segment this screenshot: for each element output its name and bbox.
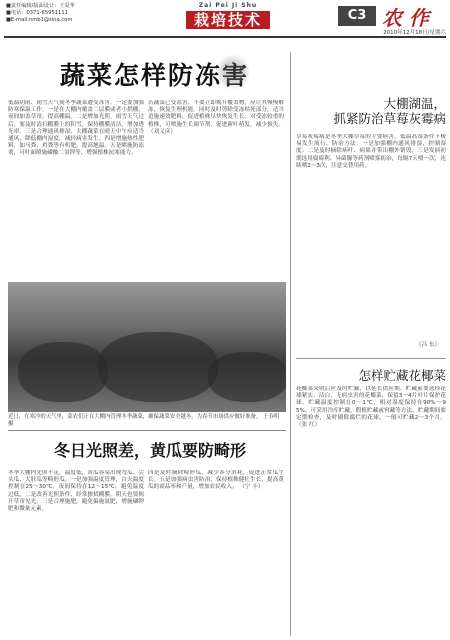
header-info-line: ■责任编辑/版面设计：王爱华 bbox=[6, 3, 75, 9]
cauliflower-article-body bbox=[296, 386, 446, 636]
strawberry-article-body: 草莓灰霉病是冬季大棚草莓的主要病害，低温高湿条件下极易发生流行。防治方法：一是加强棚内通风排湿，控制湿度；二是及时摘除病叶、病果并带出棚外销毁；三是发病初期选用腐霉利、异菌脲等药剂喷雾防治，每隔7天喷一次，连续喷2～3次，注意交替用药。 bbox=[296, 134, 446, 169]
section-banner bbox=[186, 2, 270, 30]
section-divider bbox=[8, 430, 286, 431]
strawberry-article-byline: （吕 东） bbox=[416, 342, 441, 348]
cucumber-article-column-2 bbox=[148, 470, 284, 636]
cucumber-article-byline: （宁 丰） bbox=[239, 484, 264, 491]
header-rule bbox=[4, 36, 446, 38]
title-ink-decoration bbox=[215, 54, 251, 90]
column-divider bbox=[290, 52, 291, 636]
cucumber-article-title: 冬日光照差，黄瓜要防畸形 bbox=[53, 441, 246, 460]
strawberry-title-line-1: 大棚湖温， bbox=[383, 96, 446, 111]
issue-date: 2010年12月18日/星期六 bbox=[383, 30, 446, 36]
cauliflower-article-byline: （张 红） bbox=[296, 422, 321, 429]
page-code: C3 bbox=[338, 6, 376, 26]
header-info-line: ■E-mail:nmb1@sina.com bbox=[6, 17, 73, 23]
header-info bbox=[6, 3, 116, 24]
main-article-column-2 bbox=[148, 100, 284, 280]
photo-caption bbox=[8, 414, 286, 428]
greenhouse-photo bbox=[8, 282, 286, 412]
cucumber-article-column-1: 冬季大棚内光照不足，温度低，黄瓜容易出现弯瓜、尖头瓜、大肚瓜等畸形瓜。一是加强温度管理，白天温度控制在25～30℃，夜间保持在12～15℃，避免温度过低。二是改善光照条件，经常擦拭棚膜，阴天也要揭开草帘见光。三是合理施肥，避免偏施氮肥，增施磷钾肥和微量元素。 bbox=[8, 470, 144, 513]
banner-name: 栽培技术 bbox=[186, 11, 270, 29]
main-article-column-1: 低温阴雨、雨雪天气使冬季蔬菜遭受冻害，一定要加强防寒保温工作。一是在大棚内覆盖二层膜或者小拱棚，夜间加盖草帘，提高棚温。二是增加光照，雨雪天气过后，要及时清扫棚膜上的积雪，保持棚膜清洁，增加透光率。三是合理通风排湿，大棚蔬菜在晴天中午应适当通风，降低棚内湿度，减轻病害发生。四是增施热性肥料，如马粪、鸡粪等有机肥，提高地温。五是喷施防冻剂，可叶面喷施磷酸二氢钾等，增强植株抗寒能力。 bbox=[8, 100, 144, 157]
section-divider bbox=[296, 358, 446, 359]
photo-credit: 王春明 摄 bbox=[8, 414, 280, 427]
main-article-byline: （刘义彦） bbox=[148, 128, 176, 135]
cucumber-article-text: 四是及时摘除畸形瓜，减少养分消耗，促进正常瓜生长。五是加强病虫害防治，保持植株健壮生长，提高黄瓜的商品率和产量，增加农民收入。 bbox=[148, 470, 284, 491]
main-article-text: 若蔬菜已受冻害，不要立即揭开覆盖物，应让其慢慢解冻，恢复生理机能。同时及时剪除受冻枯死部分，适当追施速效肥料，促进植株尽快恢复生长。对受冻较重的植株，可喷施生长调节剂，促进新叶萌发，减少损失。 bbox=[148, 100, 284, 128]
paper-name: 农 作 bbox=[382, 6, 429, 30]
strawberry-article-title bbox=[296, 96, 446, 126]
cauliflower-article-title: 怎样贮藏花椰菜 bbox=[358, 368, 446, 383]
cauliflower-article-text: 花椰菜采收后应及时贮藏，以延长供应期。贮藏前要选择花球紧实、洁白、无病虫害的花椰菜，保留3～4片叶片保护花球。贮藏温度控制在0～1℃，相对湿度保持在90%～95%。可采用冷库贮藏、假植贮藏或窖藏等方法。贮藏期间要定期检查，及时剔除腐烂的花球，一般可贮藏2～3个月。 bbox=[296, 386, 446, 421]
header-info-line: ■电话：0371-65951111 bbox=[6, 10, 68, 16]
strawberry-title-line-2: 抓紧防治草莓灰霉病 bbox=[333, 111, 446, 126]
banner-pinyin: Zai Pei Ji Shu bbox=[198, 2, 258, 9]
page-header bbox=[0, 0, 450, 36]
main-article-title: 蔬菜怎样防冻害 bbox=[60, 61, 250, 90]
photo-caption-text: 近日，在寒冷的天气里，菜农们正在大棚内管理冬季蔬菜，确保蔬菜安全越冬，为春节市场供应做好准备。 bbox=[8, 414, 262, 420]
